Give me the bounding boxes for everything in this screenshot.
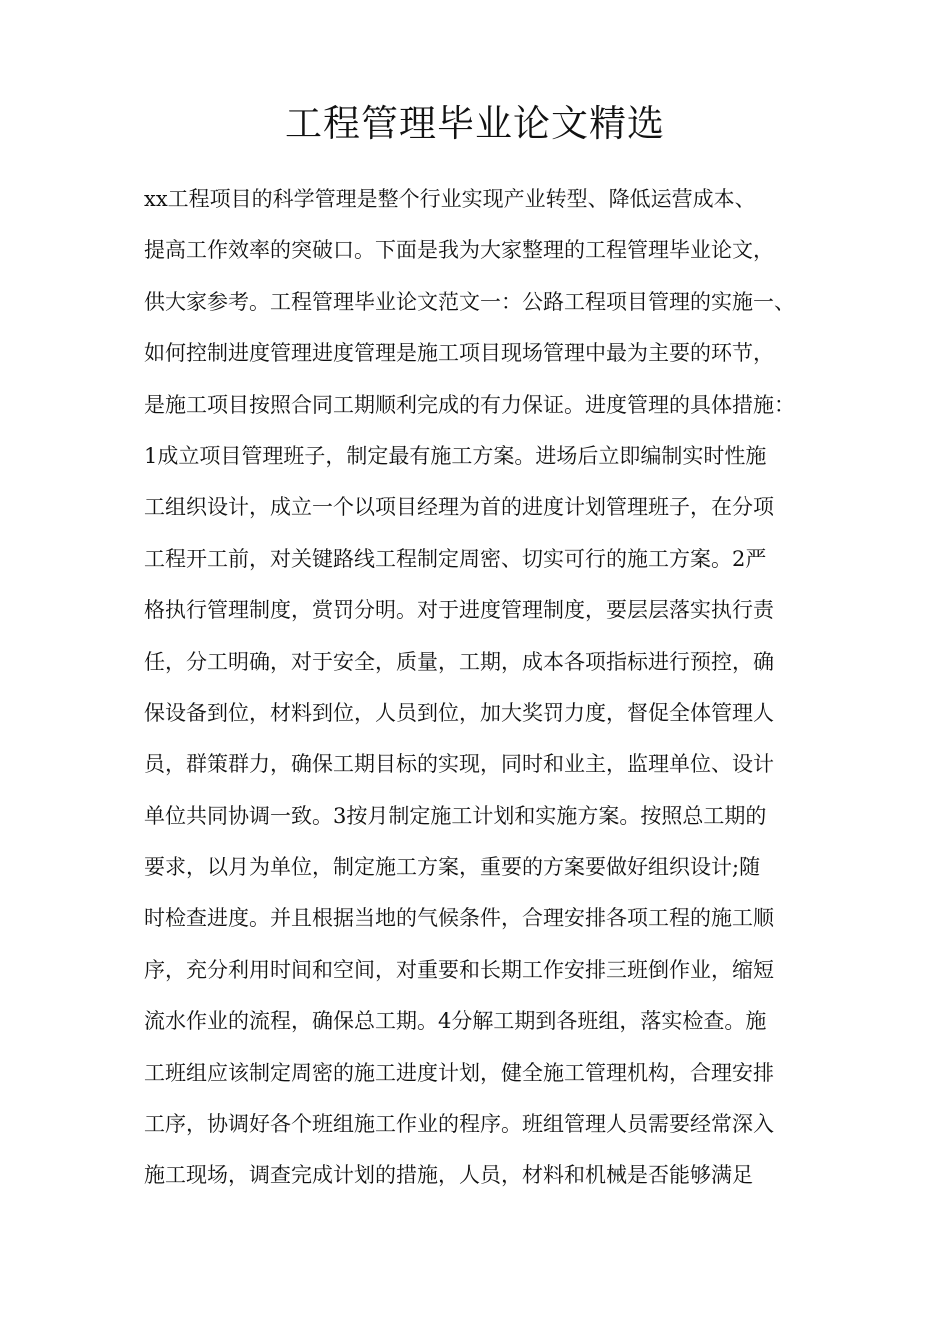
body-line: 要求，以月为单位，制定施工方案，重要的方案要做好组织设计;随: [144, 855, 761, 880]
body-line: 保设备到位，材料到位，人员到位，加大奖罚力度，督促全体管理人: [144, 700, 774, 725]
body-line: 流水作业的流程，确保总工期。4分解工期到各班组，落实检查。施: [144, 1009, 767, 1034]
body-line: 施工现场，调查完成计划的措施，人员，材料和机械是否能够满足: [144, 1163, 753, 1188]
body-line: 工组织设计，成立一个以项目经理为首的进度计划管理班子，在分项: [144, 495, 774, 520]
body-line: 如何控制进度管理进度管理是施工项目现场管理中最为主要的环节，: [144, 341, 774, 366]
body-line: 工班组应该制定周密的施工进度计划，健全施工管理机构，合理安排: [144, 1060, 774, 1085]
body-line: 员，群策群力，确保工期目标的实现，同时和业主，监理单位、设计: [144, 752, 774, 777]
document-body: [144, 174, 834, 1202]
body-line: 供大家参考。工程管理毕业论文范文一：公路工程项目管理的实施一、: [144, 289, 795, 314]
body-line: xx工程项目的科学管理是整个行业实现产业转型、降低运营成本、: [144, 187, 756, 211]
body-line: 工序，协调好各个班组施工作业的程序。班组管理人员需要经常深入: [144, 1112, 774, 1137]
body-line: 1成立项目管理班子，制定最有施工方案。进场后立即编制实时性施: [144, 443, 767, 468]
body-line: 时检查进度。并且根据当地的气候条件，合理安排各项工程的施工顺: [144, 906, 774, 931]
body-line: 序，充分利用时间和空间，对重要和长期工作安排三班倒作业，缩短: [144, 957, 774, 982]
body-line: 任，分工明确，对于安全，质量，工期，成本各项指标进行预控，确: [144, 649, 774, 674]
body-line: 格执行管理制度，赏罚分明。对于进度管理制度，要层层落实执行责: [144, 598, 774, 623]
body-line: 提高工作效率的突破口。下面是我为大家整理的工程管理毕业论文，: [144, 238, 774, 263]
body-line: 是施工项目按照合同工期顺利完成的有力保证。进度管理的具体措施：: [144, 392, 795, 417]
body-line: 工程开工前，对关键路线工程制定周密、切实可行的施工方案。2严: [144, 546, 767, 571]
document-title: 工程管理毕业论文精选: [285, 102, 665, 145]
body-line: 单位共同协调一致。3按月制定施工计划和实施方案。按照总工期的: [144, 803, 767, 828]
